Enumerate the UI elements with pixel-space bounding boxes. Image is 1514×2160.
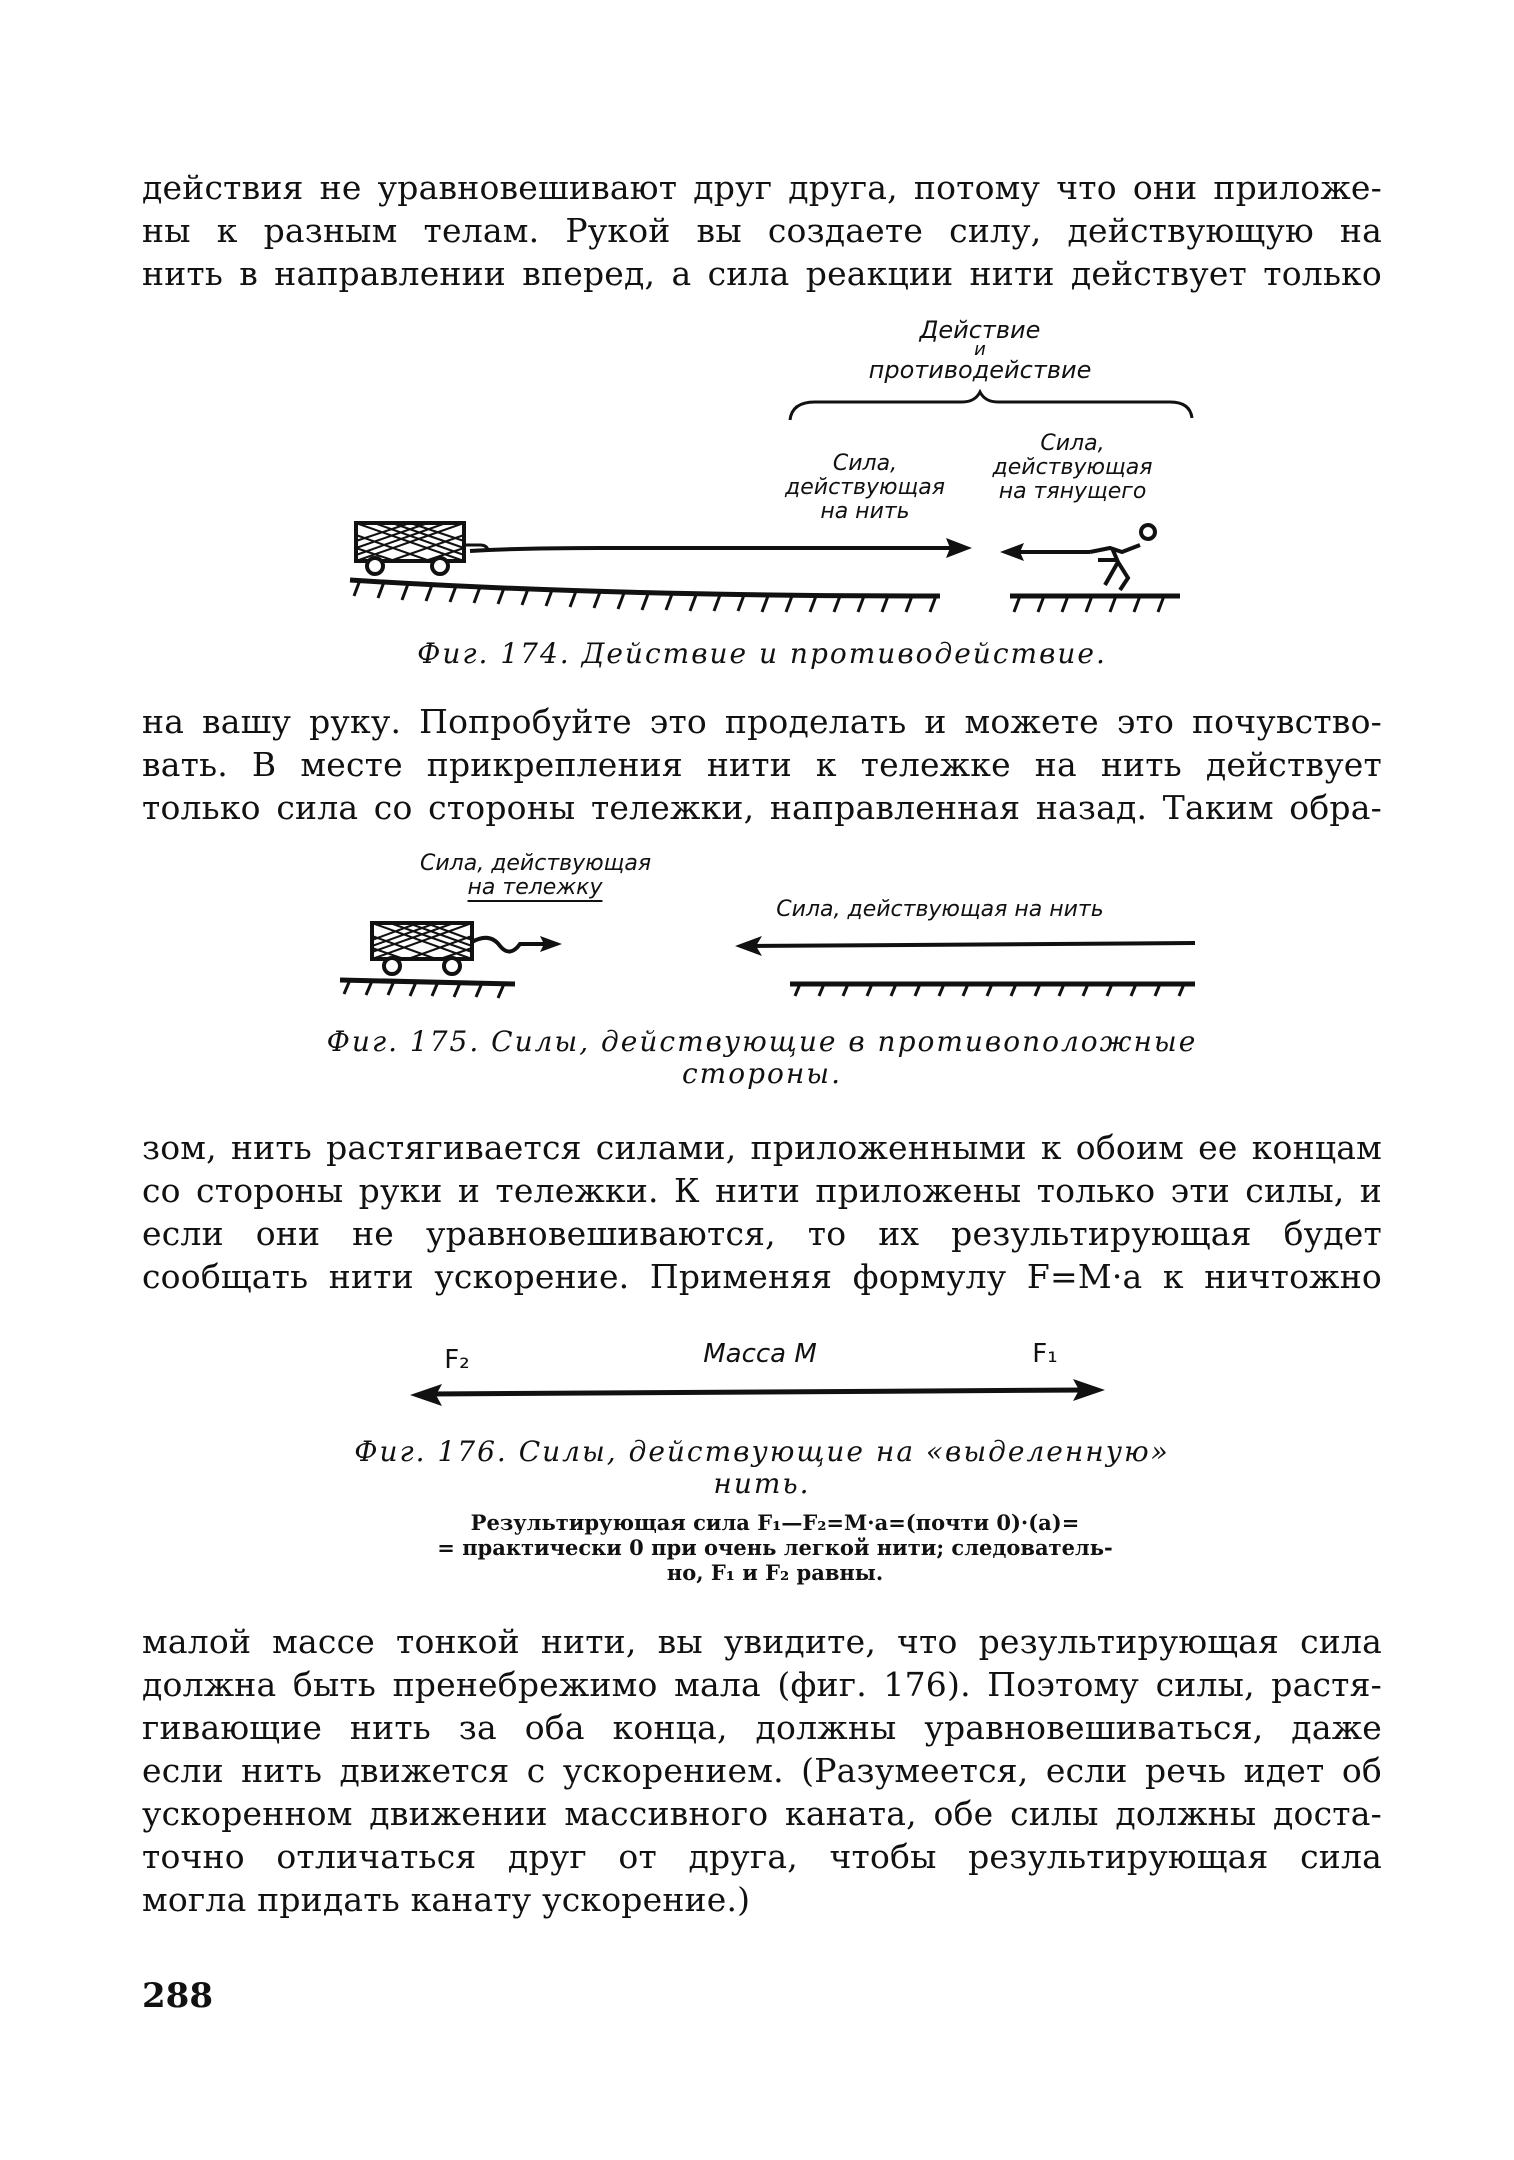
text-line: точно отличаться друг от друга, чтобы результирующая сила xyxy=(142,1837,1382,1876)
text-line: вать. В месте прикрепления нити к тележке на нить действует xyxy=(142,745,1382,784)
text-line: ускоренном движении массивного каната, обе силы должны доста- xyxy=(142,1794,1382,1833)
label-line: на тележку xyxy=(467,875,603,900)
label-line: на тянущего xyxy=(998,479,1147,504)
thread-line xyxy=(430,1390,1085,1394)
note-line: = практически 0 при очень легкой нити; следователь- xyxy=(437,1535,1113,1560)
text-line: сообщать нити ускорение. Применяя формулу F=M·a к ничтожно xyxy=(142,1257,1382,1296)
text-line: нить в направлении вперед, а сила реакции нити действует только xyxy=(142,254,1382,293)
caption-line: Фиг. 176. Силы, действующие на «выделенную» xyxy=(354,1435,1170,1468)
text-line: если нить движется с ускорением. (Разумеется, если речь идет об xyxy=(142,1751,1382,1790)
text-line: если они не уравновешиваются, то их результирующая будет xyxy=(142,1214,1382,1253)
label-line: Сила, xyxy=(1040,431,1105,456)
text-line: зом, нить растягивается силами, приложенными к обоим ее концам xyxy=(142,1128,1382,1167)
text-line: могла придать канату ускорение.) xyxy=(142,1880,751,1919)
text-line: ны к разным телам. Рукой вы создаете силу, действующую на xyxy=(142,211,1382,250)
fig176-label-f2: F₂ xyxy=(444,1345,470,1375)
fig176-note xyxy=(380,1510,1170,1585)
label-line: Сила, действующая xyxy=(420,851,652,876)
caption-line: стороны. xyxy=(681,1057,843,1090)
label-line: Сила, xyxy=(832,451,898,476)
fig176-label-mass: Масса M xyxy=(703,1339,817,1369)
caption-line: нить. xyxy=(713,1467,811,1500)
paragraph-4 xyxy=(142,1620,1382,1921)
label-line: действующая xyxy=(785,475,945,500)
label-line: противодействие xyxy=(868,356,1092,384)
note-line: но, F₁ и F₂ равны. xyxy=(666,1560,884,1585)
note-line: Результирующая сила F₁—F₂=M·a=(почти 0)·(a)= xyxy=(470,1510,1080,1535)
text-line: только сила со стороны тележки, направленная назад. Таким обра- xyxy=(142,788,1382,827)
text-line: со стороны руки и тележки. К нити приложены только эти силы, и xyxy=(142,1171,1382,1210)
fig175-label-thread: Сила, действующая на нить xyxy=(776,897,1104,922)
fig174-caption: Фиг. 174. Действие и противодействие. xyxy=(417,637,1107,670)
text-line: должна быть пренебрежимо мала (фиг. 176). Поэтому силы, растя- xyxy=(142,1665,1382,1704)
text-line: малой массе тонкой нити, вы увидите, что результирующая сила xyxy=(142,1622,1382,1661)
caption-line: Фиг. 175. Силы, действующие в противоположные xyxy=(326,1025,1198,1058)
page-number: 288 xyxy=(142,1976,213,2016)
label-line: действующая xyxy=(992,455,1153,480)
fig176-caption xyxy=(142,1436,1382,1500)
label-line: на нить xyxy=(820,499,910,524)
text-line: на вашу руку. Попробуйте это проделать и можете это почувство- xyxy=(142,702,1382,741)
label-line: Действие xyxy=(919,316,1041,344)
fig176-label-f1: F₁ xyxy=(1032,1339,1058,1369)
label-line: и xyxy=(974,339,986,360)
text-line: гивающие нить за оба конца, должны уравновешиваться, даже xyxy=(142,1708,1382,1747)
text-line: действия не уравновешивают друг друга, потому что они приложе- xyxy=(142,168,1382,207)
